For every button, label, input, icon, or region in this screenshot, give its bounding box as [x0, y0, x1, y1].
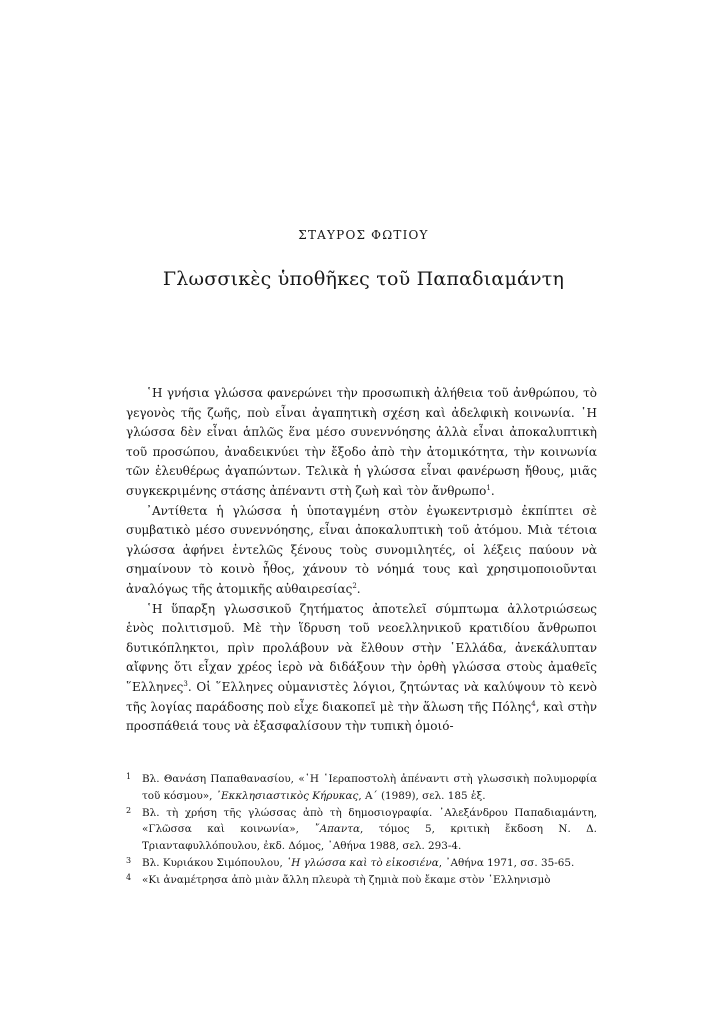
paragraph-2: ᾿Αντίθετα ἡ γλώσσα ἡ ὑποταγμένη στὸν ἐγωκεντρισμὸ ἐκπίπτει σὲ συμβατικὸ μέσο συνεννόησης, εἶναι ἀποκαλυπτικὴ τοῦ ἀτόμου. Μιὰ τέτοια γλώσσα ἀφήνει ἐντελῶς ξένους τοὺς συνομιλητές, οἱ λέξεις παύουν νὰ σημαίνουν τὸ κοινὸ ἦθος, χάνουν τὸ νόημά τους καὶ χρησιμοποιοῦνται ἀναλόγως τῆς ἀτομικῆς αὐθαιρεσίας$^2$. [126, 503, 597, 596]
article-title: Γλωσσικὲς ὑποθῆκες τοῦ Παπαδιαμάντη [162, 268, 565, 290]
footnote-text-tail: , Α΄ (1989), σελ. 185 ἑξ. [358, 789, 486, 802]
footnote-number: 2 [126, 805, 132, 815]
paragraph-3-part-1: ῾Η ὕπαρξη γλωσσικοῦ ζητήματος ἀποτελεῖ σύμπτωμα ἀλλοτριώσεως ἑνὸς πολιτισμοῦ. Μὲ τὴν ἵδρυση τοῦ νεοελληνικοῦ κρατιδίου ἄνθρωποι δυτικόπληκτοι, πρὶν προλάβουν νὰ ἔλθουν στὴν ῾Ελλάδα, ἀνεκάλυπταν αἴφνης ὅτι εἶχαν χρέος ἱερὸ νὰ διδάξουν τὴν ὀρθὴ γλώσσα στοὺς ἀμαθεῖς ῞Ελληνες [126, 601, 597, 694]
footnote-number: 3 [126, 855, 132, 865]
footnote-text: Βλ. Κυριάκου Σιμόπουλου, [142, 856, 287, 869]
paragraph-2-text: ᾿Αντίθετα ἡ γλώσσα ἡ ὑποταγμένη στὸν ἐγωκεντρισμὸ ἐκπίπτει σὲ συμβατικὸ μέσο συνεννόησης, εἶναι ἀποκαλυπτικὴ τοῦ ἀτόμου. Μιὰ τέτοια γλώσσα ἀφήνει ἐντελῶς ξένους τοὺς συνομιλητές, οἱ λέξεις παύουν νὰ σημαίνουν τὸ κοινὸ ἦθος, χάνουν τὸ νόημά τους καὶ χρησιμοποιοῦνται ἀναλόγως τῆς ἀτομικῆς αὐθαιρεσίας [126, 503, 597, 596]
footnote-ref-4: 4 [531, 699, 536, 708]
footnote-ref-3: 3 [183, 679, 188, 688]
author-name: ΣΤΑΥΡΟΣ ΦΩΤΙΟΥ [298, 228, 429, 242]
footnote-italic-title: ᾿Εκκλησιαστικὸς Κήρυκας [215, 789, 359, 802]
paragraph-1-text: ῾Η γνήσια γλώσσα φανερώνει τὴν προσωπικὴ ἀλήθεια τοῦ ἀνθρώπου, τὸ γεγονὸς τῆς ζωῆς, ποὺ εἶναι ἀγαπητικὴ σχέση καὶ ἀδελφικὴ κοινωνία. ῾Η γλώσσα δὲν εἶναι ἁπλῶς ἕνα μέσο συνεννόησης ἀλλὰ εἶναι ἀποκαλυπτικὴ τοῦ προσώπου, ἀναδεικνύει τὴν ἔξοδο ἀπὸ τὴν ἀτομικότητα, τὴν κοινωνία τῶν ἐλευθέρως ἀγαπώντων. Τελικὰ ἡ γλώσσα εἶναι φανέρωση ἤθους, μιᾶς συγκεκριμένης στάσης ἀπέναντι στὴ ζωὴ καὶ τὸν ἄνθρωπο [126, 386, 597, 498]
footnote-text-tail: , τόμος 5, κριτικὴ ἔκδοση Ν. Δ. Τριανταφυλλόπουλου, ἐκδ. Δόμος, ᾿Αθήνα 1988, σελ. 293-4. [142, 823, 597, 853]
footnote-text: Βλ. τὴ χρήση τῆς γλώσσας ἀπὸ τὴ δημοσιογραφία. ᾿Αλεξάνδρου Παπαδιαμάντη, «Γλῶσσα καὶ κοινωνία», [142, 806, 597, 836]
footnote-text-tail: , ᾿Αθήνα 1971, σσ. 35-65. [438, 856, 575, 869]
paragraph-3 [126, 600, 597, 737]
paragraph-1: ῾Η γνήσια γλώσσα φανερώνει τὴν προσωπικὴ ἀλήθεια τοῦ ἀνθρώπου, τὸ γεγονὸς τῆς ζωῆς, ποὺ εἶναι ἀγαπητικὴ σχέση καὶ ἀδελφικὴ κοινωνία. ῾Η γλώσσα δὲν εἶναι ἁπλῶς ἕνα μέσο συνεννόησης ἀλλὰ εἶναι ἀποκαλυπτικὴ τοῦ προσώπου, ἀναδεικνύει τὴν ἔξοδο ἀπὸ τὴν ἀτομικότητα, τὴν κοινωνία τῶν ἐλευθέρως ἀγαπώντων. Τελικὰ ἡ γλώσσα εἶναι φανέρωση ἤθους, μιᾶς συγκεκριμένης στάσης ἀπέναντι στὴ ζωὴ καὶ τὸν ἄνθρωπο$^1$. [126, 386, 597, 498]
footnote-number: 1 [126, 772, 132, 781]
footnote-italic-title: ῾Η γλώσσα καὶ τὸ εἰκοσιένα [286, 856, 439, 869]
footnote-text: Βλ. Θανάση Παπαθανασίου, «῾Η ῾Ιεραποστολὴ ἀπέναντι στὴ γλωσσικὴ πολυμορφία τοῦ κόσμου», [142, 773, 597, 802]
paragraph-3-part-2: . Οἱ ῞Ελληνες οὑμανιστὲς λόγιοι, ζητώντας νὰ καλύψουν τὸ κενὸ τῆς λογίας παράδοσης ποὺ εἶχε διακοπεῖ μὲ τὴν ἅλωση τῆς Πόλης [126, 679, 597, 714]
footnote-3 [126, 855, 597, 872]
footnote-2 [126, 805, 597, 855]
footnote-text: «Κι ἀναμέτρησα ἀπὸ μιὰν ἄλλη πλευρὰ τὴ ζημιὰ ποὺ ἔκαμε στὸν ῾Ελληνισμὸ [142, 873, 551, 886]
footnote-ref-1: 1 [486, 483, 491, 492]
paragraph-3-part-3: , καὶ στὴν προσπάθειά τους νὰ ἐξασφαλίσουν τὴν τυπικὴ ὁμοιό- [126, 699, 597, 734]
footnote-number: 4 [126, 872, 132, 882]
footnote-1 [126, 771, 597, 805]
footnote-4 [126, 872, 597, 889]
footnote-ref-2: 2 [352, 581, 357, 590]
article-body [126, 384, 597, 737]
footnote-italic-title: ῎Απαντα [314, 823, 361, 836]
footnotes-list [126, 771, 597, 889]
